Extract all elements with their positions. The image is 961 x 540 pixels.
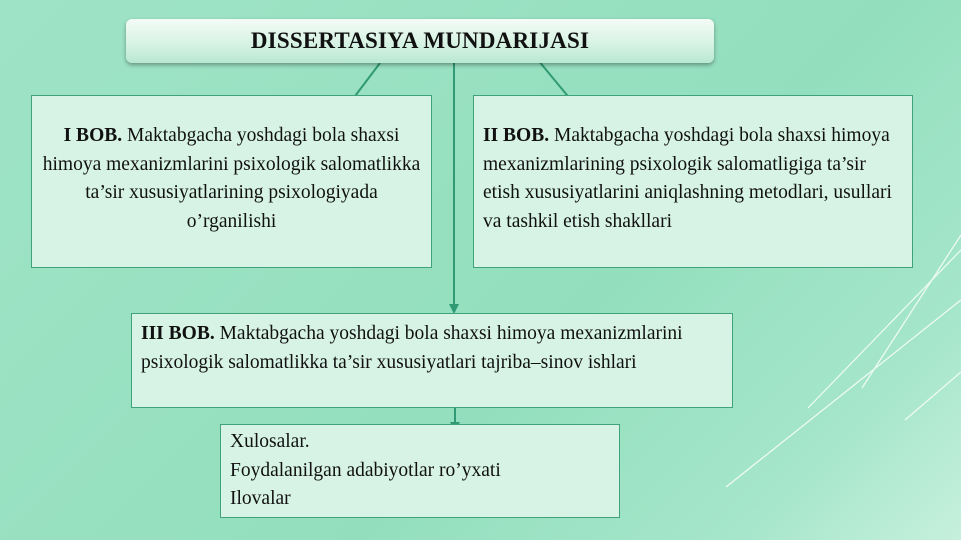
diagram-title-text: DISSERTASIYA MUNDARIJASI [250,28,590,53]
final-sections-box [220,424,620,518]
decorative-line [808,250,961,408]
decorative-line [905,372,961,420]
chapter2-label: II BOB. [483,125,550,146]
chapter1-box [31,95,432,268]
chapter1-text: Maktabgacha yoshdagi bola shaxsi himoya mexanizmlarini psixologik salomatlikka ta’sir xususiyatlarining psixologiyada o’rganilishi [42,125,421,232]
chapter2-box [473,95,913,268]
chapter1-label: I BOB. [63,125,123,146]
chapter3-label: III BOB. [141,323,215,344]
references-item: Foydalanilgan adabiyotlar ro’yxati [230,459,501,481]
appendices-item: Ilovalar [230,488,291,509]
decorative-line [726,300,961,487]
chapter3-box [131,313,733,408]
diagram-title [126,19,714,63]
chapter2-text: Maktabgacha yoshdagi bola shaxsi himoya mexanizmlarining psixologik salomatligiga ta’sir etish xususiyatlarini aniqlashning metodlari, usullari va tashkil etish shakllari [483,125,892,232]
conclusions-item: Xulosalar. [230,431,310,452]
chapter3-text: Maktabgacha yoshdagi bola shaxsi himoya mexanizmlarini psixologik salomatlikka ta’sir xususiyatlari tajriba–sinov ishlari [141,323,683,373]
